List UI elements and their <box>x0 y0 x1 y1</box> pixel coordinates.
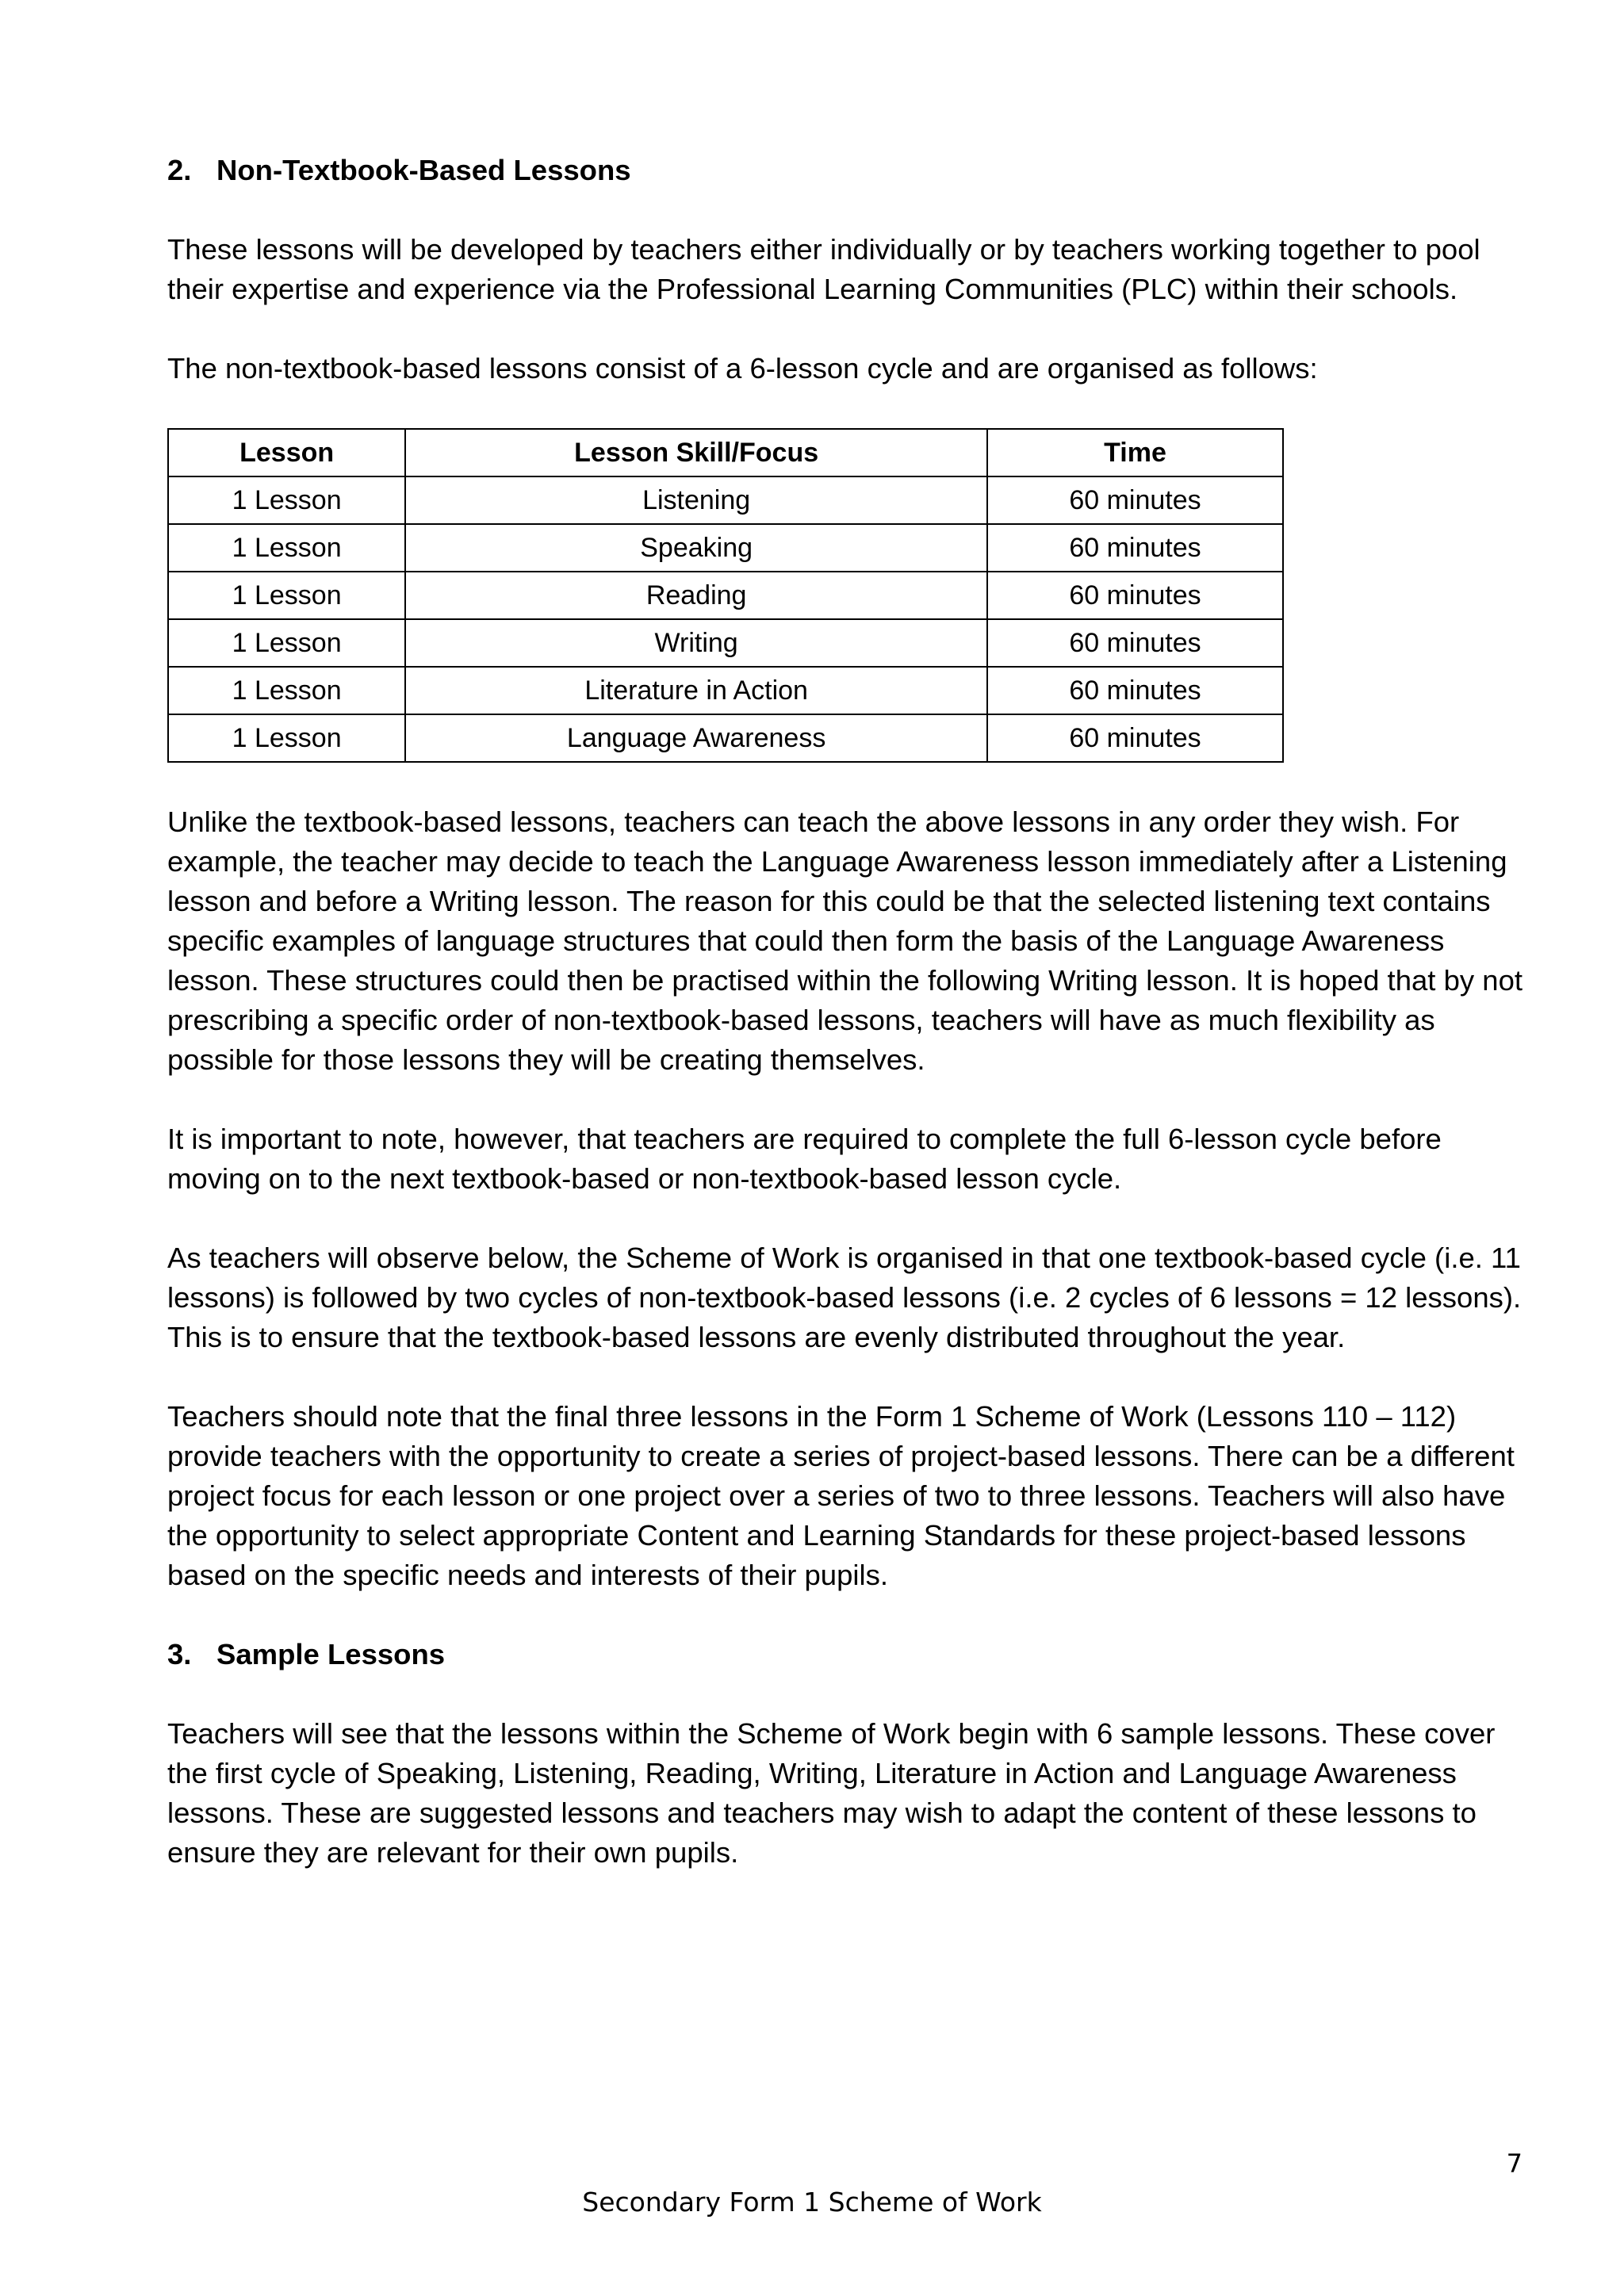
table-cell: 1 Lesson <box>168 524 405 572</box>
section-number: 3. <box>167 1638 192 1670</box>
table-cell: 60 minutes <box>987 572 1283 619</box>
section-title: Sample Lessons <box>216 1638 446 1670</box>
table-cell: 1 Lesson <box>168 667 405 714</box>
paragraph: Unlike the textbook-based lessons, teachers can teach the above lessons in any order they wish. For example, the teacher may decide to teach the Language Awareness lesson immediately after a Listening lesson and before a Writing lesson. The reason for this could be that the selected listening text contains specific examples of language structures that could then form the basis of the Language Awareness lesson. These structures could then be practised within the following Writing lesson. It is hoped that by not prescribing a specific order of non-textbook-based lessons, teachers will have as much flexibility as possible for those lessons they will be creating themselves. <box>167 806 1523 1076</box>
table-row <box>168 524 1283 572</box>
paragraph: As teachers will observe below, the Scheme of Work is organised in that one textbook-based cycle (i.e. 11 lessons) is followed by two cycles of non-textbook-based lessons (i.e. 2 cycles of 6 lessons = 12 lessons). This is to ensure that the textbook-based lessons are evenly distributed throughout the year. <box>167 1242 1522 1353</box>
paragraph: Teachers should note that the final three lessons in the Form 1 Scheme of Work (Lessons 110 – 112) provide teachers with the opportunity to create a series of project-based lessons. There can be a different project focus for each lesson or one project over a series of two to three lessons. Teachers will also have the opportunity to select appropriate Content and Learning Standards for these project-based lessons based on the specific needs and interests of their pupils. <box>167 1400 1515 1591</box>
table-row <box>168 572 1283 619</box>
paragraph: These lessons will be developed by teachers either individually or by teachers working together to pool their expertise and experience via the Professional Learning Communities (PLC) within their schools. <box>167 233 1480 305</box>
table-cell: Speaking <box>405 524 987 572</box>
page-footer: Secondary Form 1 Scheme of Work <box>582 2187 1042 2218</box>
table-cell: Literature in Action <box>405 667 987 714</box>
paragraph: The non-textbook-based lessons consist of a 6-lesson cycle and are organised as follows: <box>167 352 1318 385</box>
section-number: 2. <box>167 154 192 186</box>
table-cell: Writing <box>405 619 987 667</box>
table-cell: 1 Lesson <box>168 619 405 667</box>
table-cell: 1 Lesson <box>168 476 405 524</box>
table-cell: 60 minutes <box>987 714 1283 762</box>
table-row <box>168 667 1283 714</box>
table-row <box>168 619 1283 667</box>
table-cell: 60 minutes <box>987 524 1283 572</box>
table-cell: Listening <box>405 476 987 524</box>
table-row <box>168 476 1283 524</box>
table-cell: 60 minutes <box>987 476 1283 524</box>
paragraph: Teachers will see that the lessons within the Scheme of Work begin with 6 sample lessons. These cover the first cycle of Speaking, Listening, Reading, Writing, Literature in Action and Language Awareness lessons. These are suggested lessons and teachers may wish to adapt the content of these lessons to ensure they are relevant for their own pupils. <box>167 1717 1496 1869</box>
paragraph: It is important to note, however, that teachers are required to complete the full 6-lesson cycle before moving on to the next textbook-based or non-textbook-based lesson cycle. <box>167 1123 1442 1195</box>
table-header-cell: Lesson Skill/Focus <box>405 429 987 476</box>
table-cell: 1 Lesson <box>168 714 405 762</box>
section-heading-non-textbook <box>167 151 1531 190</box>
table-header-row <box>168 429 1283 476</box>
table-cell: 60 minutes <box>987 667 1283 714</box>
table-header-cell: Time <box>987 429 1283 476</box>
page-content <box>167 151 1531 1873</box>
table-row <box>168 714 1283 762</box>
section-title: Non-Textbook-Based Lessons <box>216 154 631 186</box>
section-heading-sample-lessons <box>167 1635 1531 1674</box>
table-cell: 60 minutes <box>987 619 1283 667</box>
table-cell: 1 Lesson <box>168 572 405 619</box>
table-cell: Reading <box>405 572 987 619</box>
table-cell: Language Awareness <box>405 714 987 762</box>
table-header-cell: Lesson <box>168 429 405 476</box>
page-number: 7 <box>1506 2149 1522 2179</box>
lesson-cycle-table <box>167 428 1284 763</box>
